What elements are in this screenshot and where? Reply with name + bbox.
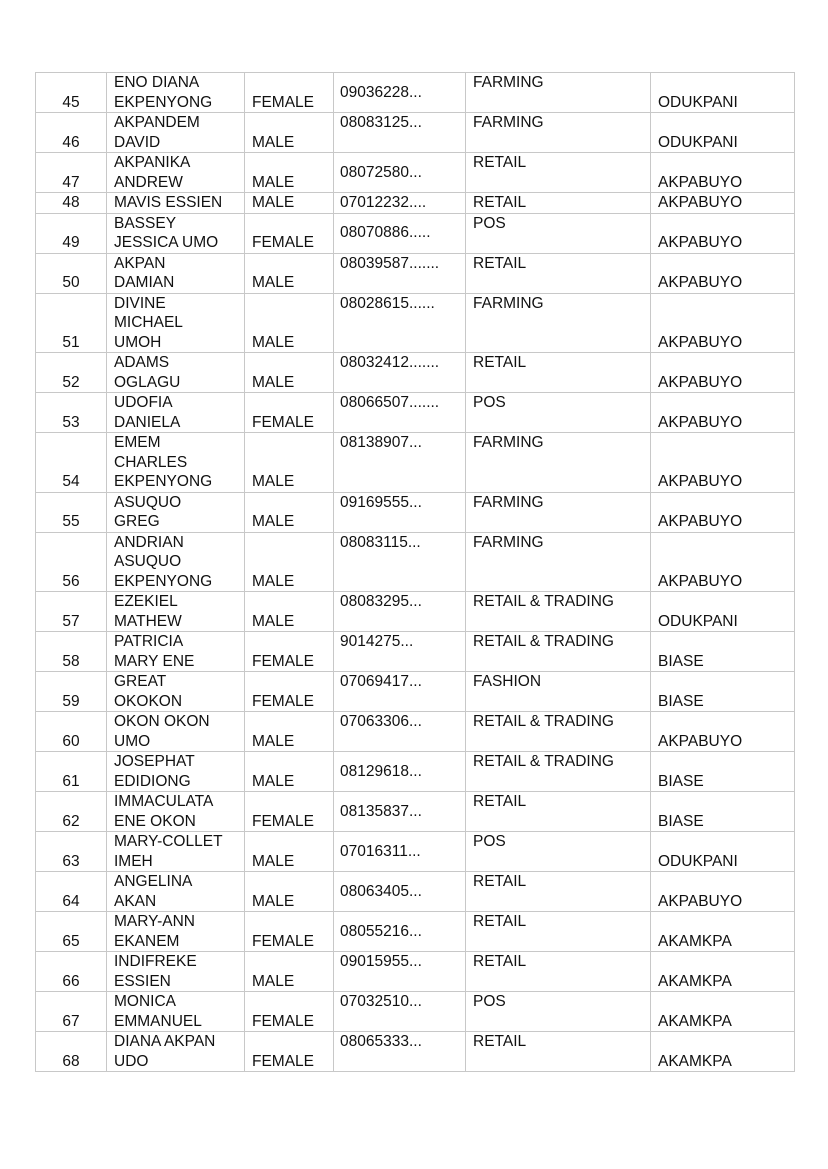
table-row bbox=[36, 433, 795, 493]
lga-cell: AKAMKPA bbox=[651, 952, 795, 992]
lga-cell: AKPABUYO bbox=[651, 872, 795, 912]
lga-cell: AKPABUYO bbox=[651, 253, 795, 293]
phone-cell: 08063405... bbox=[334, 872, 466, 912]
row-number: 67 bbox=[36, 992, 107, 1032]
occupation-cell: POS bbox=[466, 393, 651, 433]
name-line: OGLAGU bbox=[114, 373, 181, 391]
occupation-cell: RETAIL bbox=[466, 792, 651, 832]
lga-cell: AKAMKPA bbox=[651, 912, 795, 952]
name-cell bbox=[107, 213, 245, 253]
name-line: MONICA bbox=[114, 993, 176, 1010]
name-line: ANGELINA bbox=[114, 873, 193, 890]
phone-cell: 08070886..... bbox=[334, 213, 466, 253]
row-number: 56 bbox=[36, 532, 107, 592]
name-line: EZEKIEL bbox=[114, 593, 178, 610]
name-cell bbox=[107, 912, 245, 952]
name-line: UMO bbox=[114, 732, 151, 750]
row-number: 63 bbox=[36, 832, 107, 872]
name-cell bbox=[107, 393, 245, 433]
name-line: DIANA AKPAN bbox=[114, 1033, 216, 1050]
phone-cell: 08083295... bbox=[334, 592, 466, 632]
name-cell bbox=[107, 992, 245, 1032]
lga-cell: AKPABUYO bbox=[651, 153, 795, 193]
row-number: 59 bbox=[36, 672, 107, 712]
name-line: DIVINE bbox=[114, 294, 166, 312]
gender-cell: FEMALE bbox=[245, 213, 334, 253]
name-cell bbox=[107, 712, 245, 752]
gender-cell: MALE bbox=[245, 532, 334, 592]
row-number: 64 bbox=[36, 872, 107, 912]
lga-cell: BIASE bbox=[651, 752, 795, 792]
table-row bbox=[36, 393, 795, 433]
gender-cell: MALE bbox=[245, 712, 334, 752]
gender-cell: MALE bbox=[245, 293, 334, 353]
name-line: ENO DIANA bbox=[114, 74, 200, 91]
gender-cell: FEMALE bbox=[245, 992, 334, 1032]
gender-cell: MALE bbox=[245, 492, 334, 532]
row-number: 68 bbox=[36, 1032, 107, 1072]
row-number: 49 bbox=[36, 213, 107, 253]
phone-cell: 08135837... bbox=[334, 792, 466, 832]
name-line: EKPENYONG bbox=[114, 572, 213, 590]
occupation-cell: RETAIL & TRADING bbox=[466, 632, 651, 672]
gender-cell: FEMALE bbox=[245, 912, 334, 952]
gender-cell: MALE bbox=[245, 952, 334, 992]
name-line: MAVIS ESSIEN bbox=[114, 194, 223, 211]
row-number: 54 bbox=[36, 433, 107, 493]
row-number: 55 bbox=[36, 492, 107, 532]
name-line: IMEH bbox=[114, 852, 153, 870]
phone-cell: 09036228... bbox=[334, 73, 466, 113]
name-cell bbox=[107, 672, 245, 712]
phone-cell: 08055216... bbox=[334, 912, 466, 952]
table-row bbox=[36, 293, 795, 353]
gender-cell: MALE bbox=[245, 752, 334, 792]
name-line: AKPANIKA bbox=[114, 154, 191, 171]
row-number: 57 bbox=[36, 592, 107, 632]
table-row bbox=[36, 952, 795, 992]
name-line: ASUQUO bbox=[114, 493, 182, 511]
row-number: 65 bbox=[36, 912, 107, 952]
row-number: 48 bbox=[36, 193, 107, 214]
table-body bbox=[36, 73, 795, 1072]
table-row bbox=[36, 532, 795, 592]
phone-cell: 08083125... bbox=[334, 113, 466, 153]
name-line: CHARLES bbox=[114, 453, 188, 471]
phone-cell: 9014275... bbox=[334, 632, 466, 672]
phone-cell: 09169555... bbox=[334, 492, 466, 532]
gender-cell: MALE bbox=[245, 592, 334, 632]
occupation-cell: POS bbox=[466, 832, 651, 872]
occupation-cell: FARMING bbox=[466, 532, 651, 592]
occupation-cell: FARMING bbox=[466, 73, 651, 113]
name-line: ADAMS bbox=[114, 354, 170, 371]
occupation-cell: RETAIL bbox=[466, 253, 651, 293]
occupation-cell: RETAIL bbox=[466, 1032, 651, 1072]
table-row bbox=[36, 592, 795, 632]
name-line: JESSICA UMO bbox=[114, 234, 219, 251]
name-line: ASUQUO bbox=[114, 553, 182, 570]
phone-cell: 07032510... bbox=[334, 992, 466, 1032]
name-cell bbox=[107, 532, 245, 592]
name-cell bbox=[107, 1032, 245, 1072]
table-row bbox=[36, 353, 795, 393]
gender-cell: MALE bbox=[245, 872, 334, 912]
name-line: UDO bbox=[114, 1052, 149, 1070]
table-row bbox=[36, 153, 795, 193]
lga-cell: AKPABUYO bbox=[651, 492, 795, 532]
name-line: BASSEY bbox=[114, 214, 177, 232]
row-number: 61 bbox=[36, 752, 107, 792]
table-row bbox=[36, 1032, 795, 1072]
name-line: PATRICIA bbox=[114, 633, 184, 650]
row-number: 53 bbox=[36, 393, 107, 433]
name-line: DAMIAN bbox=[114, 274, 175, 291]
name-line: OKOKON bbox=[114, 692, 183, 710]
table-row bbox=[36, 872, 795, 912]
phone-cell: 08028615...... bbox=[334, 293, 466, 353]
occupation-cell: FARMING bbox=[466, 433, 651, 493]
row-number: 46 bbox=[36, 113, 107, 153]
name-cell bbox=[107, 592, 245, 632]
row-number: 51 bbox=[36, 293, 107, 353]
row-number: 52 bbox=[36, 353, 107, 393]
table-row bbox=[36, 193, 795, 214]
lga-cell: AKAMKPA bbox=[651, 992, 795, 1032]
table-row bbox=[36, 752, 795, 792]
occupation-cell: RETAIL bbox=[466, 193, 651, 214]
gender-cell: MALE bbox=[245, 353, 334, 393]
name-line: ESSIEN bbox=[114, 972, 171, 990]
occupation-cell: POS bbox=[466, 992, 651, 1032]
name-cell bbox=[107, 952, 245, 992]
row-number: 47 bbox=[36, 153, 107, 193]
occupation-cell: FARMING bbox=[466, 113, 651, 153]
row-number: 66 bbox=[36, 952, 107, 992]
name-line: JOSEPHAT bbox=[114, 753, 195, 770]
name-line: INDIFREKE bbox=[114, 953, 197, 970]
name-line: EDIDIONG bbox=[114, 772, 191, 790]
beneficiary-table bbox=[35, 72, 795, 1072]
gender-cell: FEMALE bbox=[245, 393, 334, 433]
table-row bbox=[36, 792, 795, 832]
table-row bbox=[36, 73, 795, 113]
name-cell bbox=[107, 752, 245, 792]
name-line: ANDRIAN bbox=[114, 533, 184, 551]
lga-cell: ODUKPANI bbox=[651, 592, 795, 632]
table-row bbox=[36, 912, 795, 952]
occupation-cell: RETAIL bbox=[466, 153, 651, 193]
phone-cell: 08066507....... bbox=[334, 393, 466, 433]
name-line: AKAN bbox=[114, 892, 157, 910]
occupation-cell: RETAIL bbox=[466, 952, 651, 992]
name-line: AKPANDEM bbox=[114, 114, 200, 131]
row-number: 50 bbox=[36, 253, 107, 293]
name-line: MATHEW bbox=[114, 612, 182, 630]
name-cell bbox=[107, 253, 245, 293]
lga-cell: AKPABUYO bbox=[651, 532, 795, 592]
table-row bbox=[36, 213, 795, 253]
gender-cell: MALE bbox=[245, 433, 334, 493]
lga-cell: ODUKPANI bbox=[651, 113, 795, 153]
gender-cell: FEMALE bbox=[245, 1032, 334, 1072]
table-row bbox=[36, 832, 795, 872]
name-line: MICHAEL bbox=[114, 314, 183, 331]
phone-cell: 08083115... bbox=[334, 532, 466, 592]
lga-cell: AKPABUYO bbox=[651, 433, 795, 493]
occupation-cell: POS bbox=[466, 213, 651, 253]
lga-cell: AKPABUYO bbox=[651, 193, 795, 214]
occupation-cell: FARMING bbox=[466, 293, 651, 353]
phone-cell: 09015955... bbox=[334, 952, 466, 992]
lga-cell: BIASE bbox=[651, 632, 795, 672]
lga-cell: AKPABUYO bbox=[651, 213, 795, 253]
occupation-cell: RETAIL bbox=[466, 872, 651, 912]
name-cell bbox=[107, 113, 245, 153]
name-line: EMEM bbox=[114, 434, 161, 451]
table-row bbox=[36, 992, 795, 1032]
name-line: DANIELA bbox=[114, 413, 181, 431]
row-number: 60 bbox=[36, 712, 107, 752]
name-line: EKANEM bbox=[114, 932, 180, 950]
phone-cell: 08138907... bbox=[334, 433, 466, 493]
name-line: OKON OKON bbox=[114, 713, 210, 730]
name-cell bbox=[107, 293, 245, 353]
name-line: AKPAN bbox=[114, 254, 166, 272]
occupation-cell: FASHION bbox=[466, 672, 651, 712]
name-line: MARY ENE bbox=[114, 652, 195, 670]
name-line: UDOFIA bbox=[114, 394, 173, 411]
table-row bbox=[36, 492, 795, 532]
occupation-cell: RETAIL & TRADING bbox=[466, 712, 651, 752]
lga-cell: AKAMKPA bbox=[651, 1032, 795, 1072]
lga-cell: ODUKPANI bbox=[651, 73, 795, 113]
name-line: IMMACULATA bbox=[114, 793, 214, 810]
phone-cell: 07063306... bbox=[334, 712, 466, 752]
name-cell bbox=[107, 632, 245, 672]
lga-cell: AKPABUYO bbox=[651, 353, 795, 393]
occupation-cell: RETAIL & TRADING bbox=[466, 752, 651, 792]
name-line: ENE OKON bbox=[114, 812, 196, 830]
name-cell bbox=[107, 492, 245, 532]
name-line: GREG bbox=[114, 513, 160, 530]
table-row bbox=[36, 632, 795, 672]
phone-cell: 07016311... bbox=[334, 832, 466, 872]
name-cell bbox=[107, 193, 245, 214]
name-line: EKPENYONG bbox=[114, 93, 213, 111]
table-row bbox=[36, 253, 795, 293]
phone-cell: 08032412....... bbox=[334, 353, 466, 393]
occupation-cell: RETAIL bbox=[466, 353, 651, 393]
occupation-cell: FARMING bbox=[466, 492, 651, 532]
lga-cell: AKPABUYO bbox=[651, 393, 795, 433]
gender-cell: FEMALE bbox=[245, 792, 334, 832]
name-line: EMMANUEL bbox=[114, 1012, 202, 1030]
name-cell bbox=[107, 792, 245, 832]
gender-cell: MALE bbox=[245, 193, 334, 214]
gender-cell: MALE bbox=[245, 153, 334, 193]
name-cell bbox=[107, 353, 245, 393]
name-line: EKPENYONG bbox=[114, 473, 213, 490]
name-line: MARY-ANN bbox=[114, 913, 195, 930]
row-number: 45 bbox=[36, 73, 107, 113]
name-cell bbox=[107, 73, 245, 113]
phone-cell: 07012232.... bbox=[334, 193, 466, 214]
phone-cell: 08129618... bbox=[334, 752, 466, 792]
name-cell bbox=[107, 433, 245, 493]
phone-cell: 08072580... bbox=[334, 153, 466, 193]
table-row bbox=[36, 672, 795, 712]
name-line: MARY-COLLET bbox=[114, 833, 223, 850]
table-row bbox=[36, 113, 795, 153]
gender-cell: MALE bbox=[245, 832, 334, 872]
row-number: 58 bbox=[36, 632, 107, 672]
name-line: GREAT bbox=[114, 673, 167, 690]
occupation-cell: RETAIL bbox=[466, 912, 651, 952]
phone-cell: 08039587....... bbox=[334, 253, 466, 293]
gender-cell: FEMALE bbox=[245, 672, 334, 712]
name-cell bbox=[107, 153, 245, 193]
row-number: 62 bbox=[36, 792, 107, 832]
gender-cell: FEMALE bbox=[245, 73, 334, 113]
occupation-cell: RETAIL & TRADING bbox=[466, 592, 651, 632]
gender-cell: MALE bbox=[245, 253, 334, 293]
name-line: UMOH bbox=[114, 333, 162, 351]
lga-cell: AKPABUYO bbox=[651, 712, 795, 752]
lga-cell: BIASE bbox=[651, 792, 795, 832]
name-cell bbox=[107, 872, 245, 912]
lga-cell: BIASE bbox=[651, 672, 795, 712]
name-line: DAVID bbox=[114, 133, 161, 151]
name-cell bbox=[107, 832, 245, 872]
table-row bbox=[36, 712, 795, 752]
lga-cell: ODUKPANI bbox=[651, 832, 795, 872]
name-line: ANDREW bbox=[114, 173, 183, 191]
phone-cell: 08065333... bbox=[334, 1032, 466, 1072]
gender-cell: MALE bbox=[245, 113, 334, 153]
gender-cell: FEMALE bbox=[245, 632, 334, 672]
phone-cell: 07069417... bbox=[334, 672, 466, 712]
lga-cell: AKPABUYO bbox=[651, 293, 795, 353]
